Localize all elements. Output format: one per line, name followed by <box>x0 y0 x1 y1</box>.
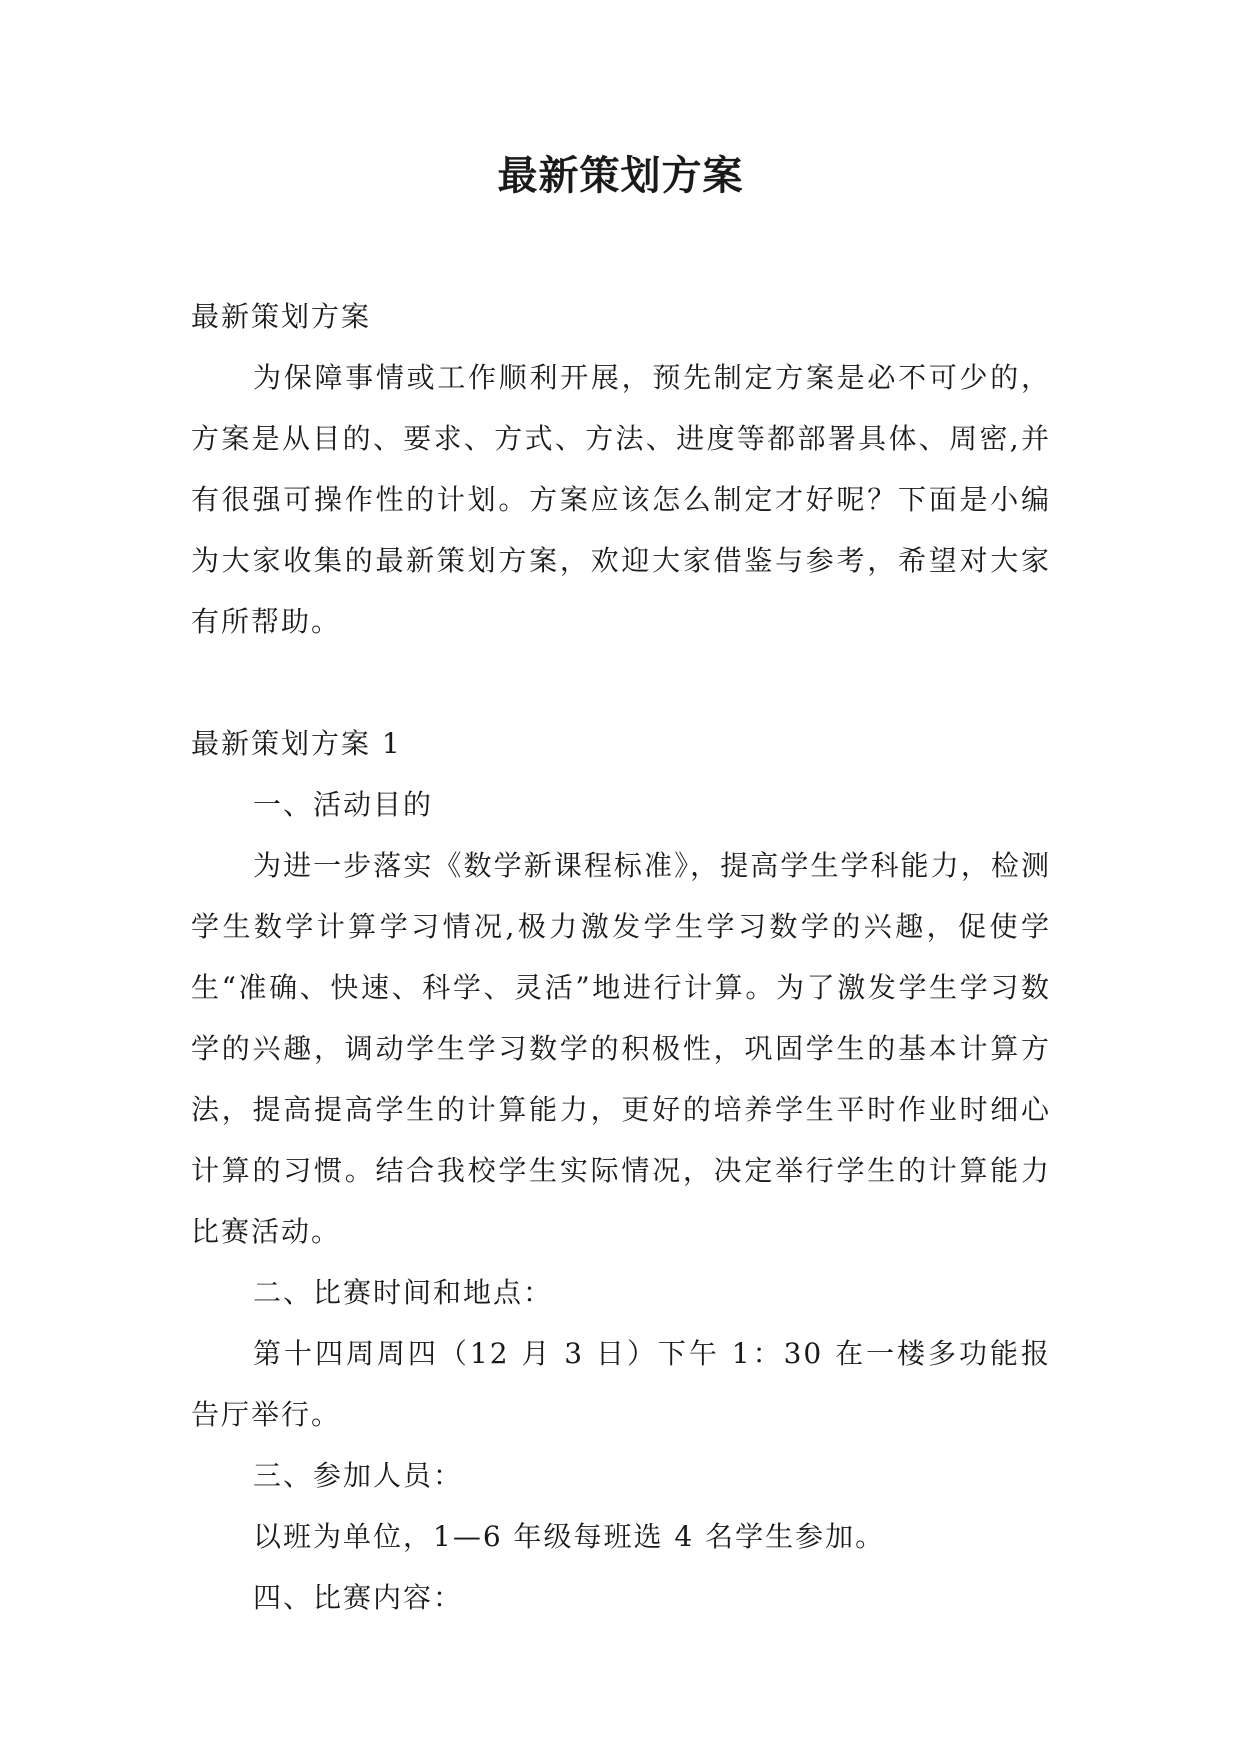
part3-body: 以班为单位，1—6 年级每班选 4 名学生参加。 <box>253 1520 886 1553</box>
document-title: 最新策划方案 <box>497 153 744 199</box>
part1-body: 为进一步落实《数学新课程标准》，提高学生学科能力，检测学生数学计算学习情况,极力激发学生学习数学的兴趣，促使学生“准确、快速、科学、灵活”地进行计算。为了激发学生学习数学的兴趣，调动学生学习数学的积极性，巩固学生的基本计算方法，提高提高学生的计算能力，更好的培养学生平时作业时细心计算的习惯。结合我校学生实际情况，决定举行学生的计算能力比赛活动。 <box>191 849 1051 1248</box>
part2-title: 二、比赛时间和地点： <box>253 1276 554 1309</box>
part3-title: 三、参加人员： <box>253 1459 464 1492</box>
document-body <box>191 286 1051 1628</box>
intro-heading: 最新策划方案 <box>191 300 372 333</box>
section-heading: 最新策划方案 1 <box>191 727 402 760</box>
part1-title: 一、活动目的 <box>253 788 434 821</box>
intro-paragraph: 为保障事情或工作顺利开展，预先制定方案是必不可少的，方案是从目的、要求、方式、方法、进度等都部署具体、周密,并有很强可操作性的计划。方案应该怎么制定才好呢？下面是小编为大家收集的最新策划方案，欢迎大家借鉴与参考，希望对大家有所帮助。 <box>191 361 1051 638</box>
part4-title: 四、比赛内容： <box>253 1581 464 1614</box>
paragraph-spacer <box>191 652 1051 713</box>
part2-body: 第十四周周四（12 月 3 日）下午 1：30 在一楼多功能报告厅举行。 <box>191 1337 1051 1431</box>
